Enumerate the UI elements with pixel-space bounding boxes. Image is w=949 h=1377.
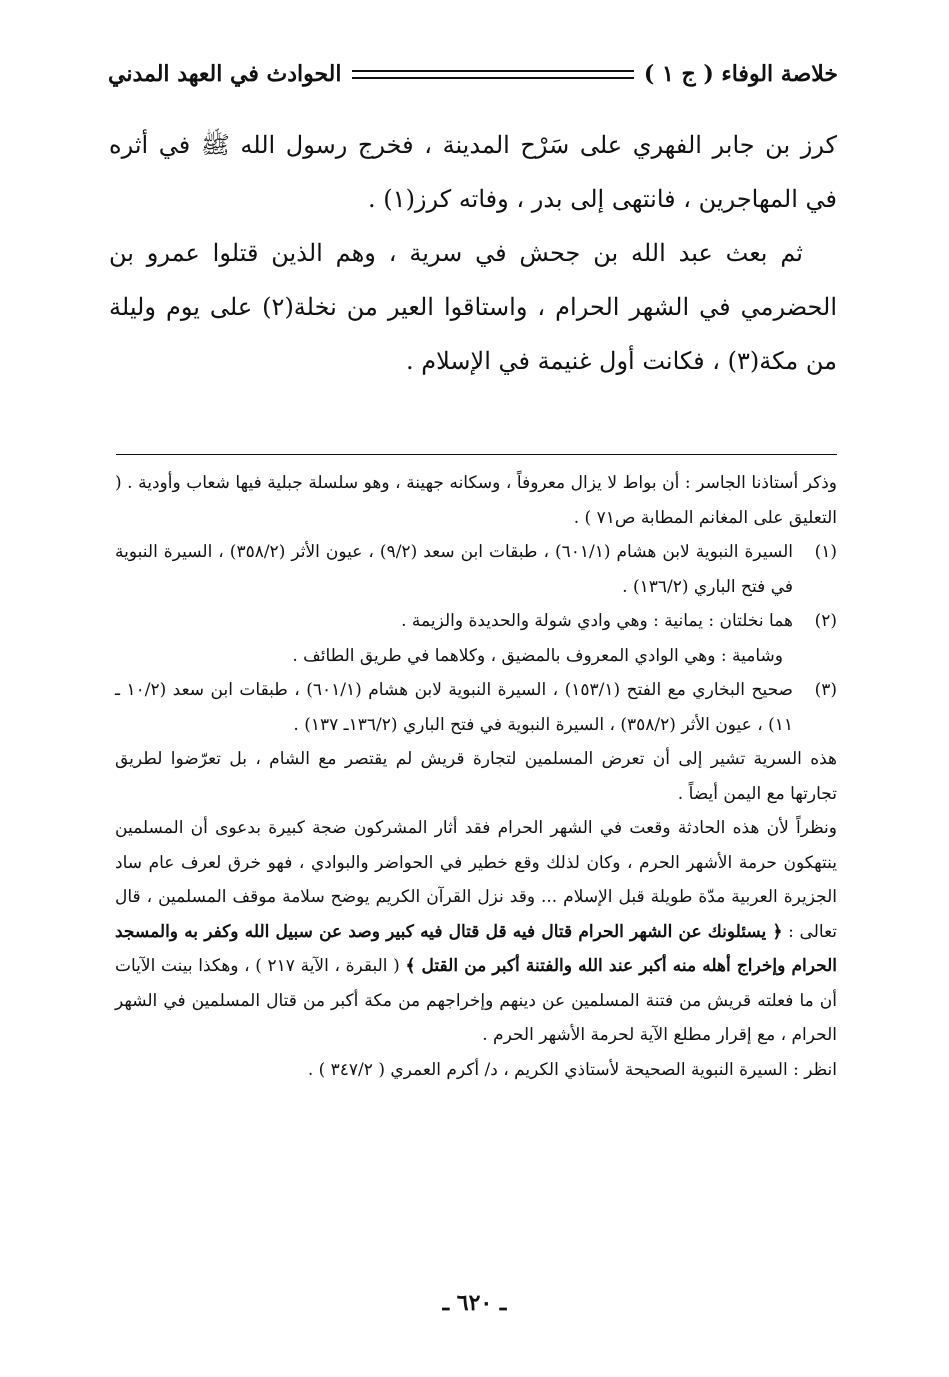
footnote-separator [116,454,837,455]
footnote-3-text: صحيح البخاري مع الفتح (١٥٣/١) ، السيرة النبوية لابن هشام (٦٠١/١) ، طبقات ابن سعد (١٠/٢ ـ ١١) ، عيون الأثر (٣٥٨/٢) ، السيرة النبوية في فتح الباري (١٣٦/٢ـ ١٣٧) . [115,680,793,735]
page-number: ـ ٦٢٠ ـ [442,1290,507,1316]
paragraph-opening: ونظراً لأن هذه الحادثة وقعت في الشهر الحرام فقد أثار المشركون ضجة كبيرة بدعوى أن المسلمين ينتهكون حرمة الأشهر الحرم ، وكان لذلك وقع خطير في الحواضر والبوادي ، فهو خرق لعرف عام ساد الجزيرة العربية مدّة طويلة قبل الإسلام ... وقد نزل القرآن الكريم يوضح سلامة موقف المسلمين ، قال تعالى : [115,818,838,942]
main-paragraph-2: ثم بعث عبد الله بن جحش في سرية ، وهم الذين قتلوا عمرو بن الحضرمي في الشهر الحرام ، واستاقوا العير من نخلة(٢) على يوم وليلة من مكة(٣) ، فكانت أول غنيمة في الإسلام . [109,239,837,375]
footnote-1 [115,535,837,604]
footnotes [115,466,837,1087]
footnote-paragraph-sacred-month [115,811,837,1053]
running-header [108,56,838,92]
quran-verse: ﴿ يسئلونك عن الشهر الحرام قتال فيه قل قتال فيه كبير وصد عن سبيل الله وكفر به والمسجد الحرام وإخراج أهله منه أكبر عند الله والفتنة أكبر من القتل ﴾ [115,921,837,976]
footnote-continuation: وذكر أستاذنا الجاسر : أن بواط لا يزال معروفاً ، وسكانه جهينة ، وهو سلسلة جبلية فيها شعاب وأودية . ( التعليق على المغانم المطابة ص٧١ ) . [115,473,837,528]
main-paragraph-1: كرز بن جابر الفهري على سَرْح المدينة ، فخرج رسول الله ﷺ في أثره في المهاجرين ، فانتهى إلى بدر ، وفاته كرز(١) . [109,131,837,213]
footnote-2-line-1: هما نخلتان : يمانية : وهي وادي شولة والحديدة والزيمة . [401,611,793,631]
main-text [109,118,837,388]
footnote-3-number: (٣) [814,680,837,700]
footnote-2 [115,604,837,673]
header-rule [352,70,634,79]
footnote-see-also: انظر : السيرة النبوية الصحيحة لأستاذي الكريم ، د/ أكرم العمري ( ٣٤٧/٢ ) . [307,1059,837,1080]
footnote-1-text: السيرة النبوية لابن هشام (٦٠١/١) ، طبقات ابن سعد (٩/٢) ، عيون الأثر (٣٥٨/٢) ، السيرة النبوية في فتح الباري (١٣٦/٢) . [115,542,794,597]
footnote-2-line-2: وشامية : وهي الوادي المعروف بالمضيق ، وكلاهما في طريق الطائف . [292,645,783,666]
footnote-paragraph-yemen: هذه السرية تشير إلى أن تعرض المسلمين لتجارة قريش لم يقتصر مع الشام ، بل تعرّضوا لطريق تجارتها مع اليمن أيضاً . [115,749,837,804]
footnote-2-number: (٢) [814,611,837,631]
paragraph-closing: ( البقرة ، الآية ٢١٧ ) ، وهكذا بينت الآيات أن ما فعلته قريش من فتنة المسلمين عن دينهم وإخراجهم من مكة أكبر من قتال المسلمين في الشهر الحرام ، مع إقرار مطلع الآية لحرمة الأشهر الحرم . [115,956,837,1045]
footnote-1-number: (١) [814,542,837,562]
book-title: خلاصة الوفاء ( ج ١ ) [643,61,838,87]
chapter-title: الحوادث في العهد المدني [108,61,342,87]
footnote-3 [115,673,837,742]
